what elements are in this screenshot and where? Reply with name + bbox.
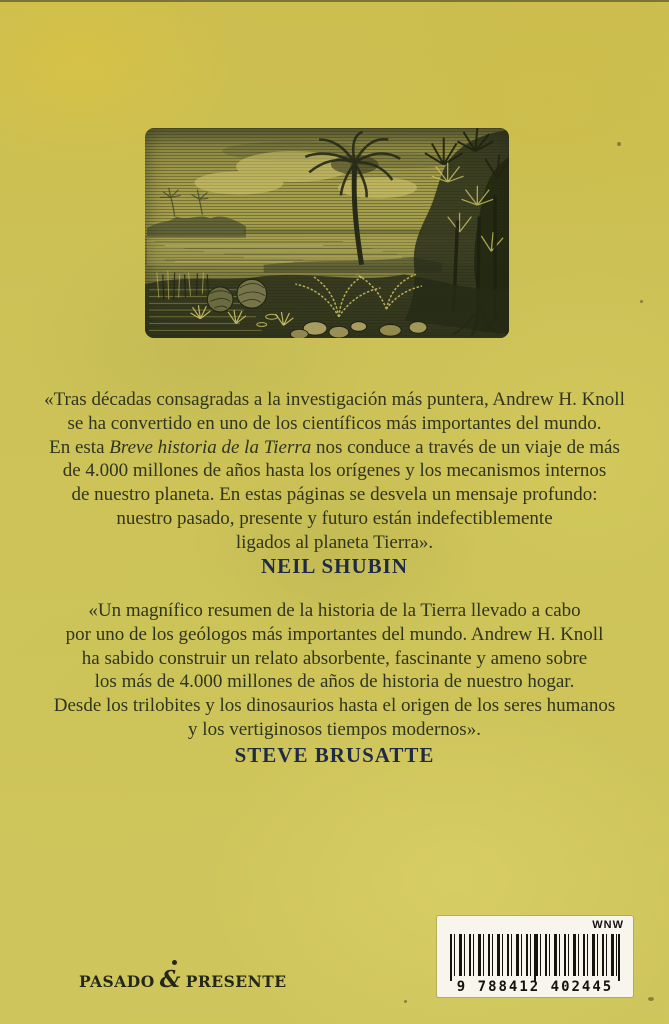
cover-top-edge (0, 0, 669, 2)
quote-line: los más de 4.000 millones de años de historia de nuestro hogar. (94, 671, 575, 693)
quote-line: se ha convertido en uno de los científicos más importantes del mundo. (67, 412, 602, 434)
tropical-engraving-art (145, 128, 509, 338)
barcode-guard-bar (450, 934, 452, 981)
quote-line-pre: En esta (49, 436, 110, 458)
attribution-steve-brusatte: STEVE BRUSATTE (234, 743, 435, 767)
publisher-word-presente: PRESENTE (185, 972, 287, 991)
cover-illustration (145, 128, 509, 338)
attribution-neil-shubin: NEIL SHUBIN (261, 554, 408, 578)
isbn-number: 9 788412 402445 (456, 979, 614, 995)
quote-line: Desde los trilobites y los dinosaurios hasta el origen de los seres humanos (53, 695, 616, 717)
publisher-ampersand (159, 960, 181, 993)
ampersand-dot-icon (172, 960, 177, 965)
quote-line: por uno de los geólogos más importantes del mundo. Andrew H. Knoll (65, 623, 604, 645)
barcode-guard-bar (534, 934, 536, 981)
publisher-word-pasado: PASADO (79, 972, 155, 991)
quote-line: nuestro pasado, presente y futuro están indefectiblemente (116, 507, 553, 529)
quote-line: de nuestro planeta. En estas páginas se desvela un mensaje profundo: (71, 484, 598, 506)
quote-line: ha sabido construir un relato absorbente, fascinante y ameno sobre (81, 647, 588, 669)
quote-line: de 4.000 millones de años hasta los orígenes y los mecanismos internos (62, 460, 607, 482)
publisher-logo (79, 960, 287, 991)
quote-line: y los vertiginosos tiempos modernos». (188, 718, 481, 740)
paper-speck (648, 997, 654, 1001)
quote-line-post: nos conduce a través de un viaje de más (311, 436, 620, 458)
paper-speck (404, 1000, 407, 1003)
ampersand-glyph: & (159, 966, 181, 993)
blurb-quote-shubin (20, 388, 649, 555)
quote-line: «Tras décadas consagradas a la investigación más puntera, Andrew H. Knoll (44, 389, 625, 410)
quote-line: ligados al planeta Tierra». (235, 531, 434, 553)
paper-speck (617, 142, 621, 146)
isbn-barcode (437, 916, 633, 997)
barcode-corner-label: WNW (592, 919, 624, 931)
paper-speck (640, 300, 643, 303)
book-title-italic: Breve historia de la Tierra (109, 436, 312, 458)
barcode-guard-bar (618, 934, 620, 981)
quote-line: «Un magnífico resumen de la historia de la Tierra llevado a cabo (88, 600, 581, 621)
quote-line (20, 436, 649, 460)
blurb-quote-brusatte (20, 599, 649, 742)
